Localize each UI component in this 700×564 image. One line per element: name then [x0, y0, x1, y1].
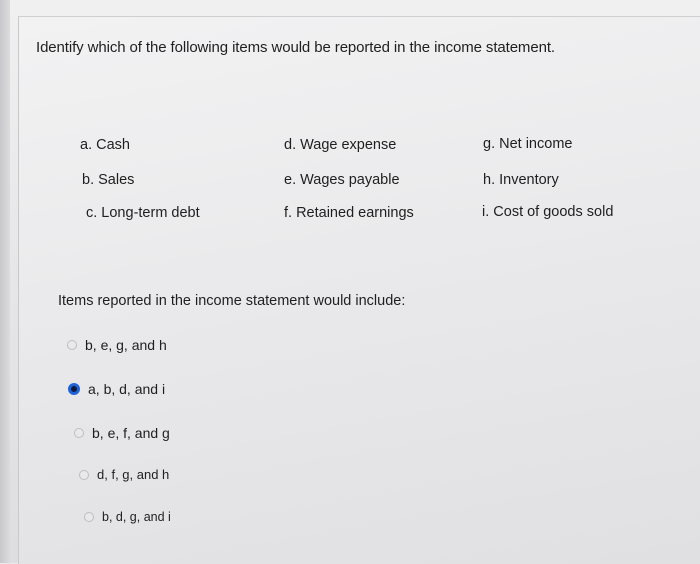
item-f: f. Retained earnings: [284, 205, 414, 221]
answer-prompt: Items reported in the income statement would include:: [58, 293, 406, 309]
item-g: g. Net income: [483, 136, 573, 152]
radio-button-selected[interactable]: [68, 383, 80, 395]
item-h: h. Inventory: [483, 172, 559, 188]
item-d: d. Wage expense: [284, 137, 397, 153]
option-label: b, e, f, and g: [92, 425, 170, 441]
radio-button[interactable]: [79, 470, 89, 480]
radio-button[interactable]: [67, 340, 77, 350]
option-1[interactable]: [67, 337, 167, 353]
option-5[interactable]: [84, 510, 171, 524]
option-2[interactable]: [68, 381, 165, 397]
option-label: b, e, g, and h: [85, 337, 167, 353]
option-label: d, f, g, and h: [97, 467, 170, 482]
left-edge: [0, 0, 10, 563]
option-label: b, d, g, and i: [102, 510, 171, 524]
radio-button[interactable]: [84, 512, 94, 522]
item-b: b. Sales: [82, 172, 135, 188]
item-a: a. Cash: [80, 137, 130, 153]
option-label: a, b, d, and i: [88, 381, 166, 397]
item-i: i. Cost of goods sold: [482, 204, 614, 220]
option-4[interactable]: [79, 467, 169, 482]
radio-button[interactable]: [74, 428, 84, 438]
question-text: Identify which of the following items would be reported in the income statement.: [36, 39, 555, 56]
option-3[interactable]: [74, 425, 170, 441]
item-e: e. Wages payable: [284, 172, 400, 188]
item-c: c. Long-term debt: [86, 205, 200, 221]
